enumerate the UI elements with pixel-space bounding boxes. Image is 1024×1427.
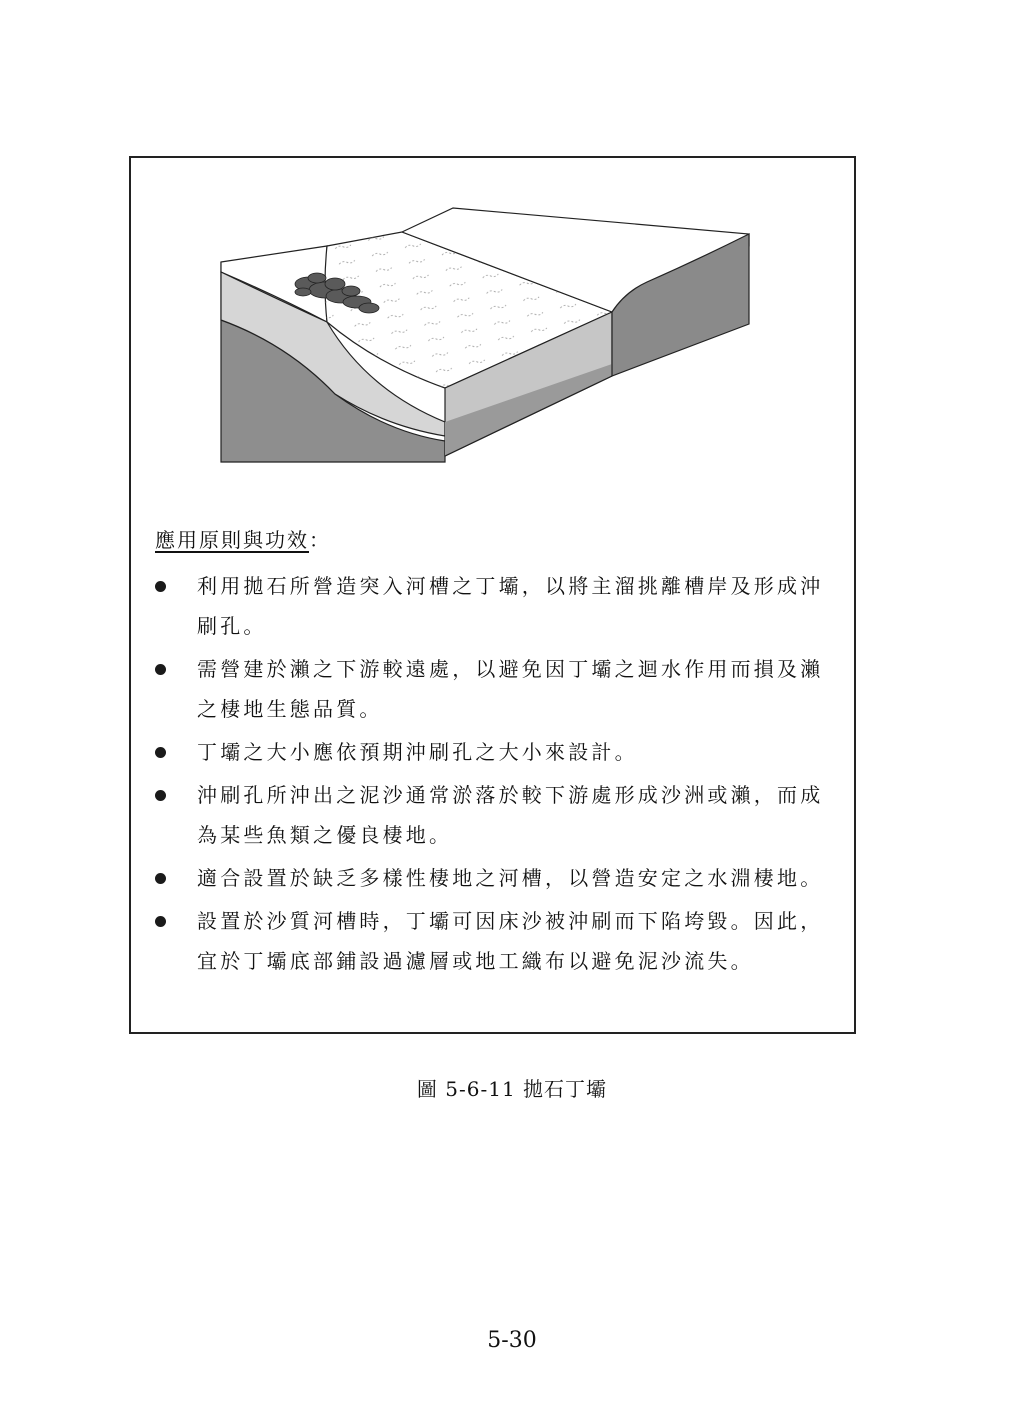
list-item: 利用拋石所營造突入河槽之丁壩，以將主溜挑離槽岸及形成沖刷孔。 [153, 566, 833, 646]
list-item: 設置於沙質河槽時，丁壩可因床沙被沖刷而下陷垮毀。因此，宜於丁壩底部鋪設過濾層或地工織布以避免泥沙流失。 [153, 901, 833, 981]
bullet-icon [155, 747, 166, 758]
rock-groyne-illustration [217, 204, 757, 464]
page-number: 5-30 [487, 1328, 537, 1353]
bullet-icon [155, 790, 166, 801]
bullet-icon [155, 664, 166, 675]
bullet-icon [155, 873, 166, 884]
figure-caption: 圖 5-6-11 拋石丁壩 [416, 1077, 608, 1101]
list-item: 丁壩之大小應依預期沖刷孔之大小來設計。 [153, 732, 833, 772]
list-item: 需營建於瀨之下游較遠處，以避免因丁壩之迴水作用而損及瀨之棲地生態品質。 [153, 649, 833, 729]
bullet-icon [155, 916, 166, 927]
list-item: 沖刷孔所沖出之泥沙通常淤落於較下游處形成沙洲或瀨，而成為某些魚類之優良棲地。 [153, 775, 833, 855]
section-title: 應用原則與功效： [155, 528, 331, 552]
figure-box [129, 156, 856, 1034]
principles-list [153, 566, 833, 984]
bullet-icon [155, 581, 166, 592]
list-item: 適合設置於缺乏多樣性棲地之河槽，以營造安定之水淵棲地。 [153, 858, 833, 898]
